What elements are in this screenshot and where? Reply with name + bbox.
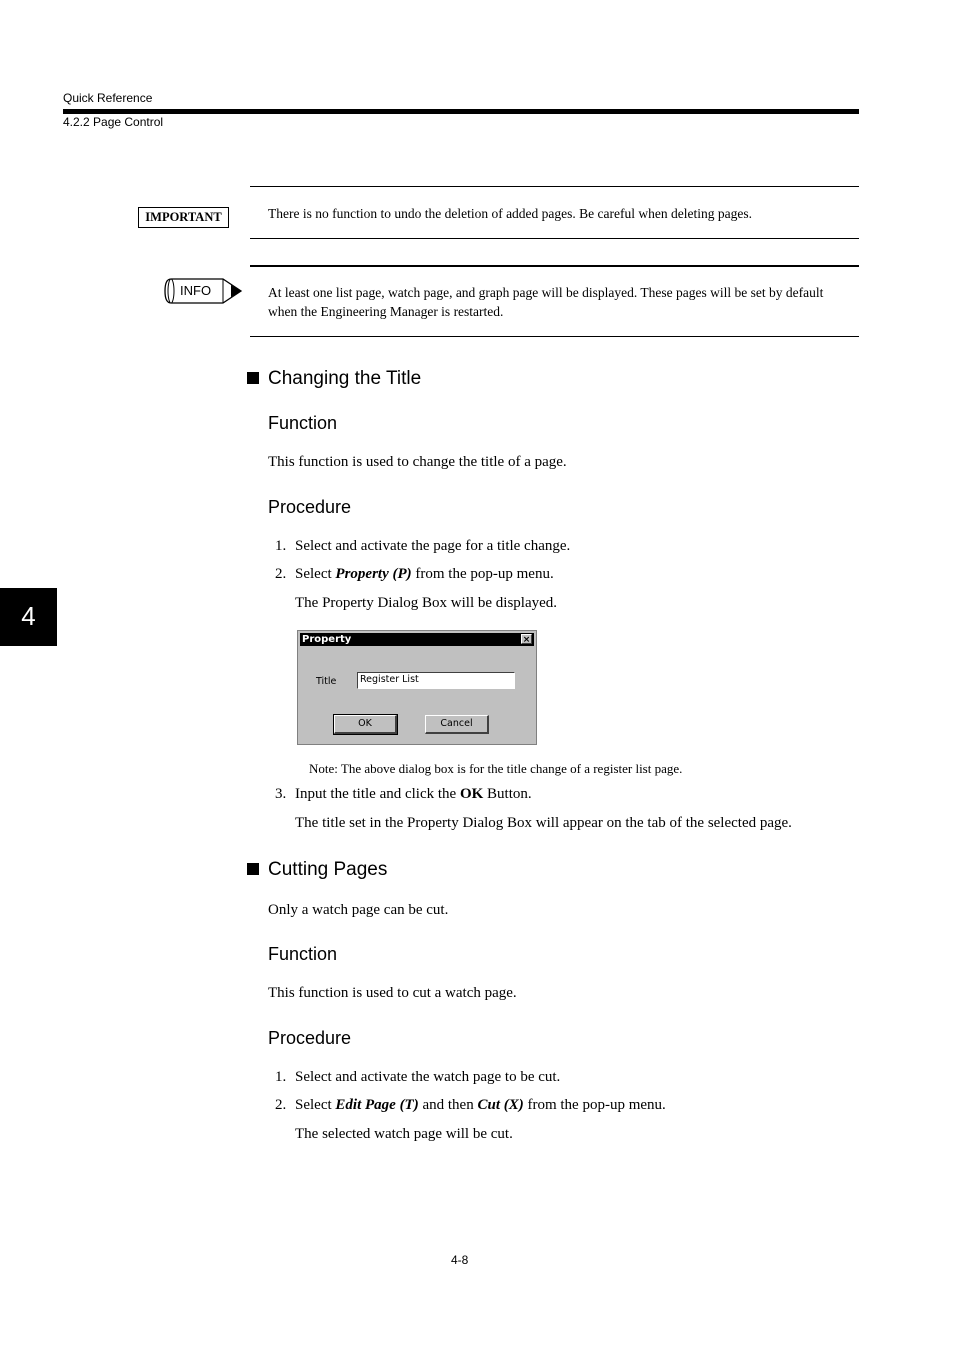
cut-step-1	[275, 1068, 560, 1087]
cut-step-2	[275, 1096, 666, 1115]
important-badge: IMPORTANT	[138, 207, 229, 228]
page-number: 4-8	[451, 1253, 469, 1267]
step-number: 3.	[275, 786, 287, 802]
ok-button[interactable]: OK	[334, 715, 397, 734]
cancel-button[interactable]: Cancel	[425, 715, 489, 734]
step-number: 1.	[275, 1069, 287, 1085]
function-text: This function is used to change the title of a page.	[268, 454, 567, 470]
step-text: from the pop-up menu.	[523, 1097, 666, 1113]
step-2-result: The Property Dialog Box will be displayed.	[295, 595, 558, 611]
info-top-rule	[250, 265, 859, 267]
title-input[interactable]: Register List	[357, 672, 515, 689]
function-heading: Function	[268, 413, 338, 433]
step-3	[275, 785, 532, 804]
section-changing-title-heading	[247, 368, 421, 390]
header-rule	[63, 109, 859, 114]
close-icon[interactable]: ×	[522, 635, 531, 645]
header-section: Quick Reference	[63, 91, 153, 105]
procedure-heading-2: Procedure	[268, 1028, 352, 1048]
dialog-titlebar	[300, 633, 534, 646]
step-text: Select and activate the watch page to be cut.	[295, 1069, 561, 1085]
step-2	[275, 565, 554, 584]
dialog-title: Property	[302, 634, 352, 645]
step-text: Select and activate the page for a title change.	[295, 538, 571, 554]
step-3-result: The title set in the Property Dialog Box will appear on the tab of the selected page.	[295, 815, 792, 831]
info-label: INFO	[180, 283, 212, 298]
step-number: 2.	[275, 1097, 287, 1113]
step-1	[275, 537, 570, 556]
square-bullet-icon	[247, 863, 259, 875]
function-text-2: This function is used to cut a watch page.	[268, 985, 517, 1001]
function-heading-2: Function	[268, 944, 338, 964]
dialog-note: Note: The above dialog box is for the title change of a register list page.	[309, 761, 683, 776]
important-bottom-rule	[250, 238, 859, 239]
property-dialog	[297, 630, 537, 745]
menu-command: Edit Page (T)	[335, 1097, 419, 1113]
cut-step-2-result: The selected watch page will be cut.	[295, 1126, 513, 1142]
section-title-text: Cutting Pages	[268, 859, 388, 880]
step-text: from the pop-up menu.	[411, 566, 554, 582]
info-bottom-rule	[250, 336, 859, 337]
important-top-rule	[250, 186, 859, 187]
section-cutting-pages-heading	[247, 859, 387, 881]
square-bullet-icon	[247, 372, 259, 384]
step-number: 1.	[275, 538, 287, 554]
title-field-label: Title	[316, 676, 337, 687]
info-text-line2: when the Engineering Manager is restarted.	[268, 304, 504, 319]
chapter-tab: 4	[0, 588, 57, 646]
step-text: Button.	[483, 786, 532, 802]
button-reference: OK	[459, 786, 484, 802]
section-title-text: Changing the Title	[268, 368, 422, 389]
menu-command: Cut (X)	[477, 1097, 524, 1113]
info-text-line1: At least one list page, watch page, and graph page will be displayed. These pages will be set by default	[268, 285, 824, 300]
step-text: and then	[418, 1097, 478, 1113]
step-text: Select	[295, 1097, 336, 1113]
step-text: Select	[295, 566, 336, 582]
header-subsection: 4.2.2 Page Control	[63, 115, 164, 129]
procedure-heading: Procedure	[268, 497, 352, 517]
menu-command: Property (P)	[335, 566, 412, 582]
step-text: Input the title and click the	[295, 786, 460, 802]
cutting-intro: Only a watch page can be cut.	[268, 902, 449, 918]
important-text: There is no function to undo the deletion of added pages. Be careful when deleting pages.	[268, 206, 752, 221]
step-number: 2.	[275, 566, 287, 582]
